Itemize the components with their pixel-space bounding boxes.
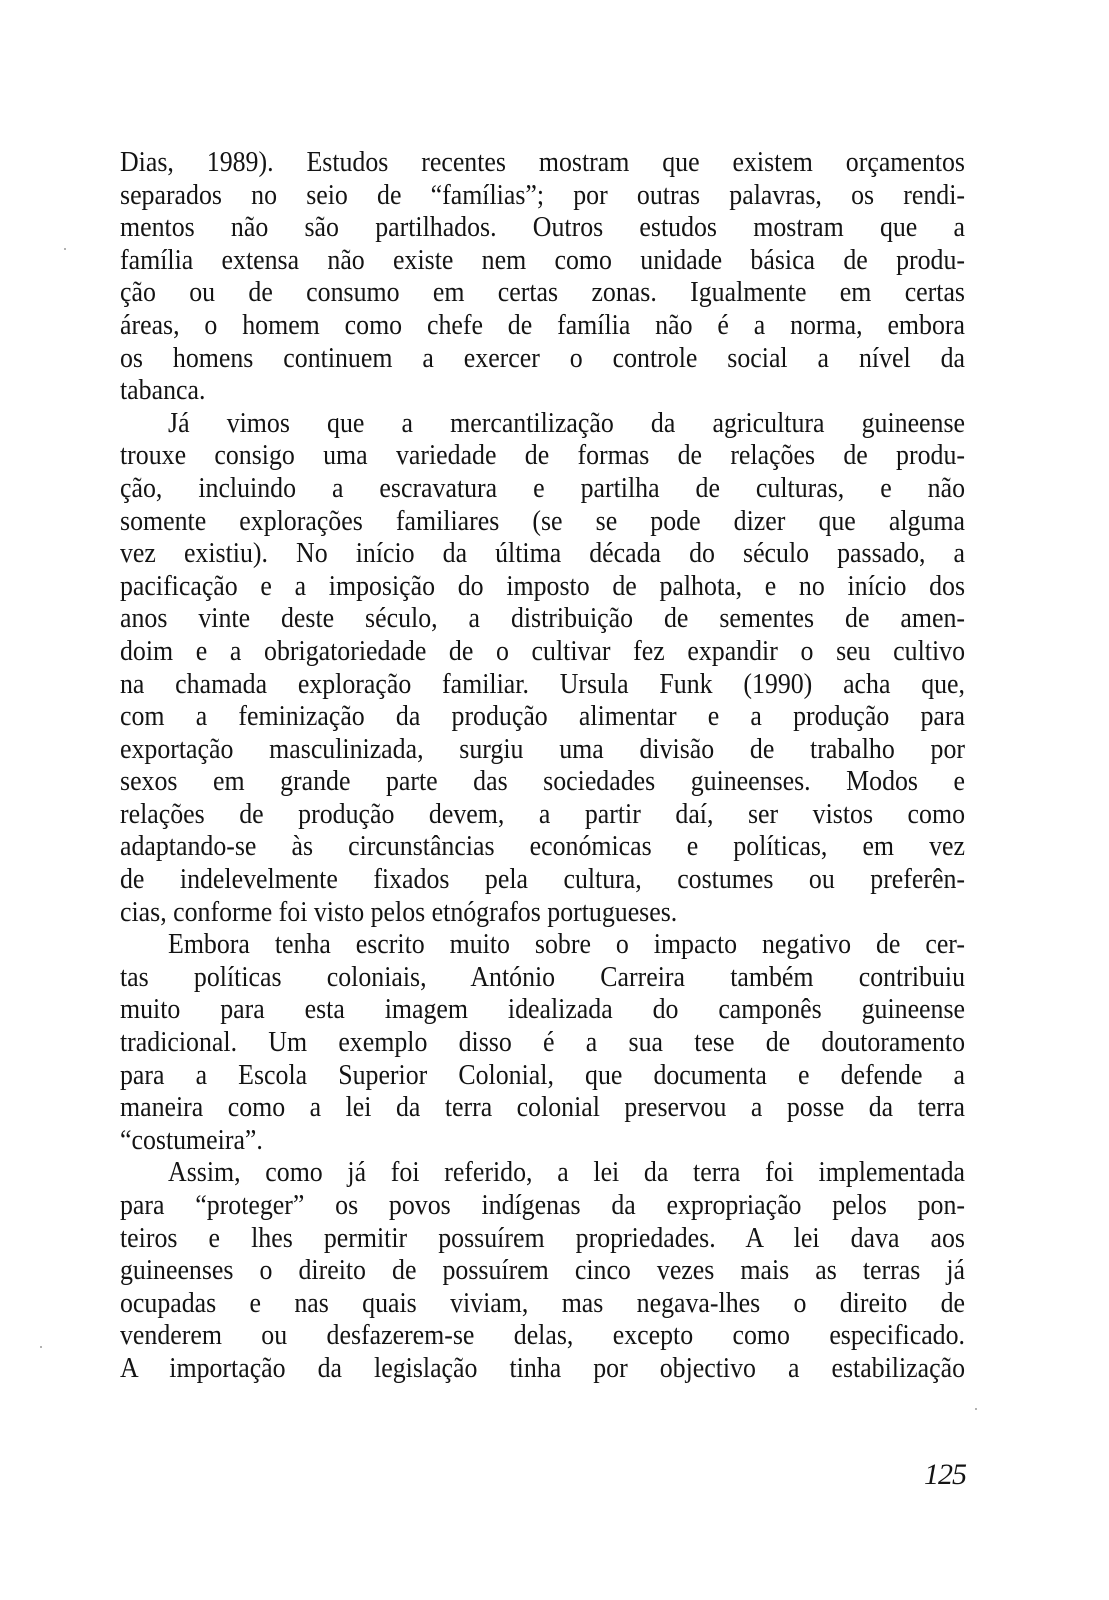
text-line: [120, 538, 965, 571]
text-line-content: muito para esta imagem idealizada do camponês guineense: [120, 994, 966, 1026]
text-line-content: para a Escola Superior Colonial, que documenta e defende a: [120, 1059, 966, 1091]
text-line-content: mentos não são partilhados. Outros estudos mostram que a: [120, 212, 966, 244]
text-line: [120, 1223, 965, 1256]
text-line-content: os homens continuem a exercer o controle social a nível da: [120, 342, 966, 374]
text-line: [120, 1320, 965, 1353]
text-line-content: com a feminização da produção alimentar e a produção para: [120, 701, 966, 733]
text-line-content: família extensa não existe nem como unidade básica de produ-: [120, 244, 966, 276]
text-line: [120, 994, 965, 1027]
text-line: [120, 571, 965, 604]
text-line: [120, 636, 965, 669]
text-line: [120, 310, 965, 343]
text-line-content: na chamada exploração familiar. Ursula Funk (1990) acha que,: [120, 668, 966, 700]
text-line: [120, 962, 965, 995]
text-line: [120, 506, 965, 539]
text-line: [120, 245, 965, 278]
text-line: [120, 669, 965, 702]
text-line-content: anos vinte deste século, a distribuição de sementes de amen-: [120, 603, 966, 635]
text-line: [120, 799, 965, 832]
text-line-content: sexos em grande parte das sociedades guineenses. Modos e: [120, 766, 966, 798]
text-line: [120, 1353, 965, 1386]
text-line: [120, 343, 965, 376]
text-line-content: áreas, o homem como chefe de família não é a norma, embora: [120, 309, 966, 341]
text-line: [120, 1288, 965, 1321]
text-line: [120, 375, 965, 408]
text-line: [120, 734, 965, 767]
text-line: [120, 440, 965, 473]
text-line-content: Embora tenha escrito muito sobre o impacto negativo de cer-: [168, 929, 966, 961]
text-line: [120, 929, 965, 962]
text-line-content: teiros e lhes permitir possuírem propriedades. A lei dava aos: [120, 1222, 966, 1254]
text-line-content: exportação masculinizada, surgiu uma divisão de trabalho por: [120, 733, 966, 765]
paragraph: [120, 929, 965, 1157]
text-line-content: doim e a obrigatoriedade de o cultivar fez expandir o seu cultivo: [120, 635, 966, 667]
text-line: [120, 147, 965, 180]
text-line-content: maneira como a lei da terra colonial preservou a posse da terra: [120, 1092, 966, 1124]
text-line-content: Já vimos que a mercantilização da agricultura guineense: [168, 407, 966, 439]
text-line: [120, 1190, 965, 1223]
text-line: [120, 212, 965, 245]
text-line-content: trouxe consigo uma variedade de formas de relações de produ-: [120, 440, 966, 472]
text-line-content: adaptando-se às circunstâncias económicas e políticas, em vez: [120, 831, 966, 863]
text-line-content: tabanca.: [120, 375, 206, 407]
text-line: [120, 603, 965, 636]
text-line: [120, 1255, 965, 1288]
paragraph: [120, 147, 965, 408]
text-line-content: separados no seio de “famílias”; por outras palavras, os rendi-: [120, 179, 966, 211]
text-line-content: tradicional. Um exemplo disso é a sua tese de doutoramento: [120, 1027, 966, 1059]
body-text: [120, 147, 965, 1386]
text-line: [120, 897, 965, 930]
text-line: [120, 864, 965, 897]
text-line: [120, 473, 965, 506]
text-line-content: Dias, 1989). Estudos recentes mostram que existem orçamentos: [120, 147, 966, 178]
text-line: [120, 180, 965, 213]
text-line-content: Assim, como já foi referido, a lei da terra foi implementada: [168, 1157, 966, 1189]
text-line-content: cias, conforme foi visto pelos etnógrafos portugueses.: [120, 896, 678, 928]
text-line: [120, 701, 965, 734]
text-line-content: somente explorações familiares (se se pode dizer que alguma: [120, 505, 966, 537]
text-line: [120, 1092, 965, 1125]
text-line: [120, 766, 965, 799]
text-line: [120, 1060, 965, 1093]
text-line-content: tas políticas coloniais, António Carreira também contribuiu: [120, 961, 966, 993]
scan-speck: [40, 1346, 42, 1348]
paragraph: [120, 408, 965, 930]
text-line-content: ocupadas e nas quais viviam, mas negava-lhes o direito de: [120, 1287, 966, 1319]
text-line-content: vez existiu). No início da última década do século passado, a: [120, 538, 966, 570]
text-line-content: ção ou de consumo em certas zonas. Igualmente em certas: [120, 277, 966, 309]
text-line-content: guineenses o direito de possuírem cinco vezes mais as terras já: [120, 1255, 966, 1287]
text-line: [120, 408, 965, 441]
scan-speck: [64, 248, 66, 250]
text-line: [120, 277, 965, 310]
scan-speck: [975, 1408, 977, 1410]
text-line-content: para “proteger” os povos indígenas da expropriação pelos pon-: [120, 1190, 966, 1221]
paragraph: [120, 1157, 965, 1385]
text-line-content: pacificação e a imposição do imposto de palhota, e no início dos: [120, 570, 966, 602]
text-line: [120, 831, 965, 864]
text-line-content: “costumeira”.: [120, 1124, 263, 1156]
text-line-content: A importação da legislação tinha por objectivo a estabilização: [120, 1352, 966, 1384]
page-number: 125: [924, 1458, 966, 1491]
text-line-content: venderem ou desfazerem-se delas, excepto como especificado.: [120, 1320, 966, 1352]
text-line-content: relações de produção devem, a partir daí, ser vistos como: [120, 798, 966, 830]
text-line-content: ção, incluindo a escravatura e partilha de culturas, e não: [120, 472, 966, 504]
text-line: [120, 1027, 965, 1060]
text-line-content: de indelevelmente fixados pela cultura, costumes ou preferên-: [120, 864, 966, 896]
text-line: [120, 1125, 965, 1158]
text-line: [120, 1157, 965, 1190]
